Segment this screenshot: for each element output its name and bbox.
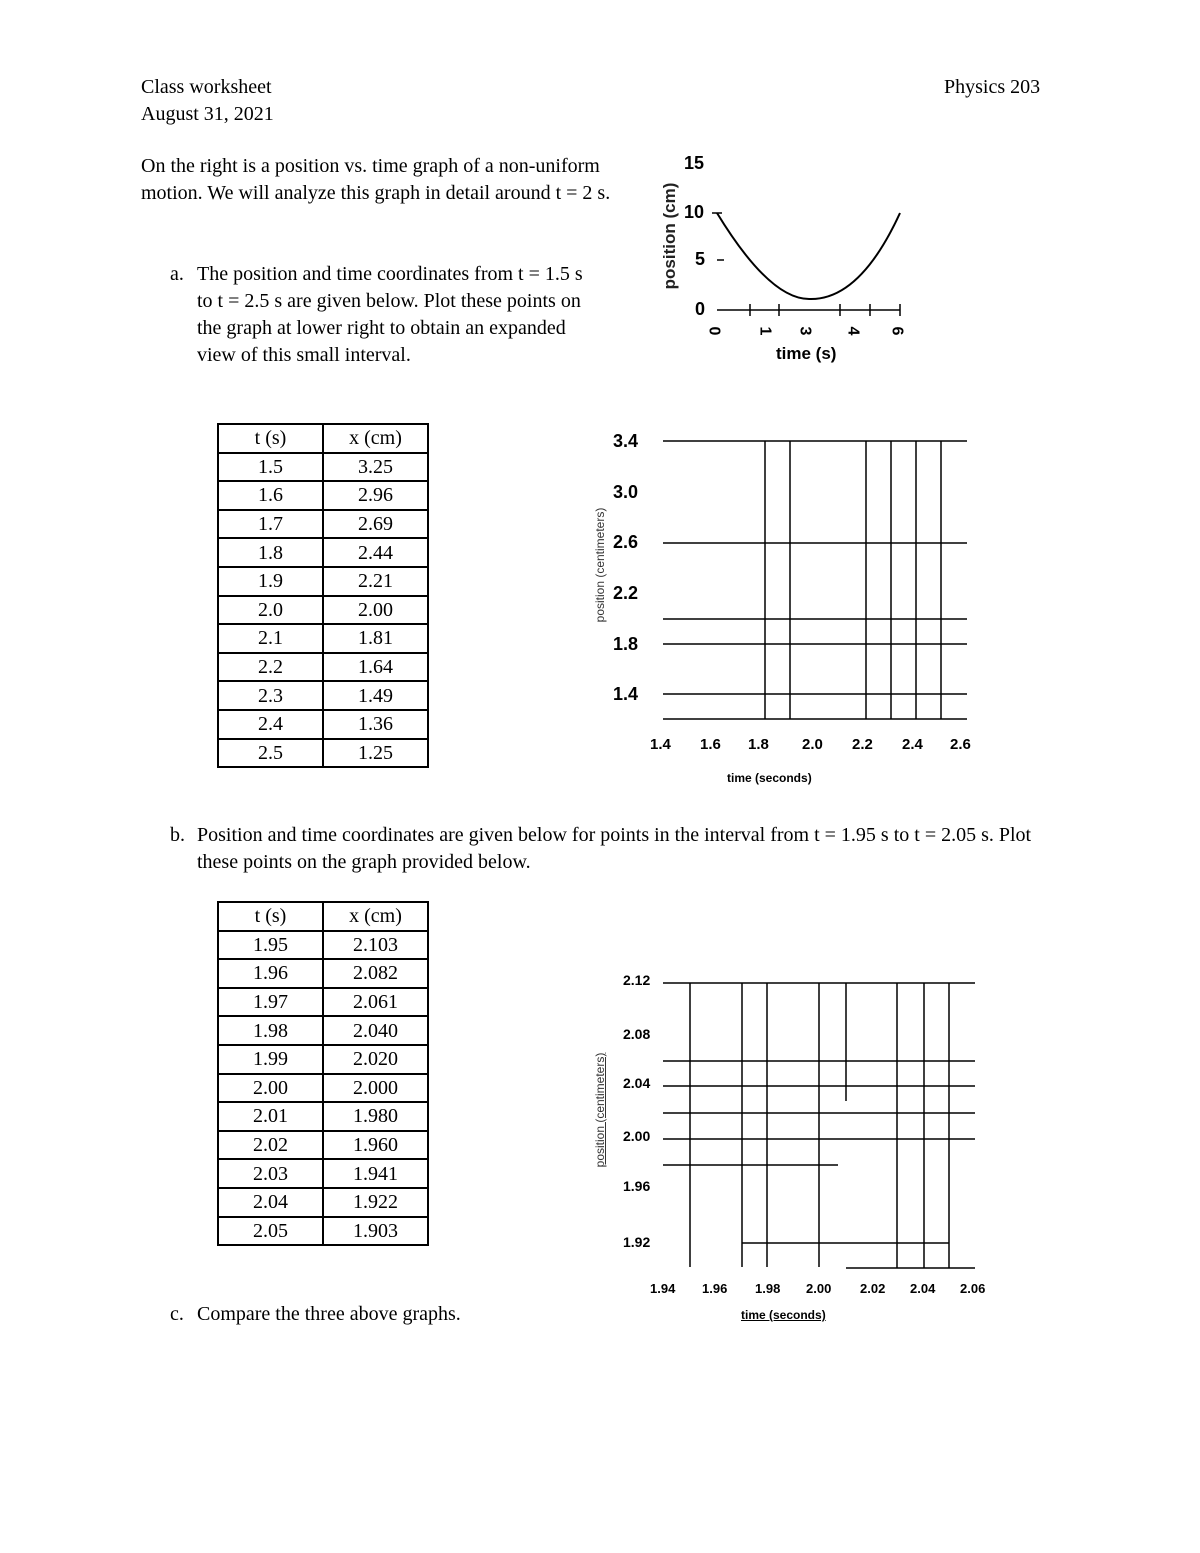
- x-cell: 2.69: [323, 510, 428, 539]
- graph2-ytick: 2.2: [613, 583, 639, 603]
- graph2-xtick: 1.8: [748, 736, 769, 753]
- x-cell: 2.000: [323, 1074, 428, 1103]
- x-cell: 2.103: [323, 931, 428, 960]
- t-cell: 1.96: [218, 959, 323, 988]
- graph1-xtick: 6: [888, 326, 906, 336]
- part-a-marker: a.: [170, 263, 184, 285]
- x-cell: 1.960: [323, 1131, 428, 1160]
- t-cell: 1.97: [218, 988, 323, 1017]
- graph3-ylabel: position (centimeters): [593, 1052, 607, 1168]
- intro-text: On the right is a position vs. time graph of a non-uniform motion. We will analyze this graph in detail around t = 2 s.: [141, 155, 611, 204]
- graph3-xtick: 2.02: [860, 1281, 886, 1296]
- graph3-xtick: 1.94: [650, 1281, 676, 1296]
- graph3-ytick: 2.12: [623, 972, 651, 988]
- t-cell: 2.01: [218, 1102, 323, 1131]
- col-header-t: t (s): [218, 902, 323, 931]
- graph1-curve: [717, 213, 900, 299]
- graph1-xtick: 4: [844, 326, 862, 336]
- x-cell: 2.44: [323, 538, 428, 567]
- x-cell: 2.020: [323, 1045, 428, 1074]
- graph3-xtick: 1.96: [702, 1281, 728, 1296]
- graph3-ytick: 1.92: [623, 1234, 651, 1250]
- graph1: [712, 213, 900, 316]
- graph1-ylabel: position (cm): [660, 182, 679, 290]
- col-header-x: x (cm): [323, 424, 428, 453]
- course-title: Class worksheet: [141, 76, 272, 98]
- graph2-xtick: 2.6: [950, 736, 971, 753]
- graph3-grid: [663, 983, 975, 1268]
- graph2-xtick: 1.4: [650, 736, 671, 753]
- graph3-xtick: 2.00: [806, 1281, 832, 1296]
- graph2-xtick: 2.0: [802, 736, 823, 753]
- graph3-xtick: 2.06: [960, 1281, 986, 1296]
- graph3-ytick: 1.96: [623, 1178, 651, 1194]
- part-c-marker: c.: [170, 1303, 184, 1325]
- t-cell: 2.00: [218, 1074, 323, 1103]
- x-cell: 2.082: [323, 959, 428, 988]
- x-cell: 1.36: [323, 710, 428, 739]
- graph1-ytick: 0: [695, 299, 706, 319]
- x-cell: 2.21: [323, 567, 428, 596]
- graph1-ytick: 15: [684, 153, 705, 173]
- graph1-xtick: 0: [705, 326, 723, 336]
- x-cell: 2.96: [323, 481, 428, 510]
- part-c-text: Compare the three above graphs.: [197, 1303, 461, 1325]
- col-header-t: t (s): [218, 424, 323, 453]
- x-cell: 1.64: [323, 653, 428, 682]
- t-cell: 1.9: [218, 567, 323, 596]
- t-cell: 1.5: [218, 453, 323, 482]
- x-cell: 1.49: [323, 681, 428, 710]
- t-cell: 1.6: [218, 481, 323, 510]
- part-b-text: Position and time coordinates are given below for points in the interval from t = 1.95 s to t = 2.05 s. Plot these points on the graph provided below.: [197, 824, 1032, 873]
- graph2-ytick: 3.4: [613, 431, 639, 451]
- t-cell: 2.03: [218, 1159, 323, 1188]
- t-cell: 2.0: [218, 596, 323, 625]
- x-cell: 3.25: [323, 453, 428, 482]
- graph3-xtick: 1.98: [755, 1281, 781, 1296]
- t-cell: 2.02: [218, 1131, 323, 1160]
- t-cell: 1.98: [218, 1016, 323, 1045]
- graph2-ytick: 3.0: [613, 482, 639, 502]
- t-cell: 2.3: [218, 681, 323, 710]
- graph2-ytick: 2.6: [613, 532, 639, 552]
- graph3-ytick: 2.04: [623, 1075, 651, 1091]
- graph1-xtick: 1: [756, 326, 774, 336]
- graph2-grid: [663, 441, 967, 719]
- t-cell: 2.04: [218, 1188, 323, 1217]
- t-cell: 1.7: [218, 510, 323, 539]
- graph1-xtick: 3: [796, 326, 814, 336]
- x-cell: 1.941: [323, 1159, 428, 1188]
- t-cell: 1.99: [218, 1045, 323, 1074]
- graph3-ytick: 2.00: [623, 1128, 651, 1144]
- graph2-xtick: 1.6: [700, 736, 721, 753]
- x-cell: 2.040: [323, 1016, 428, 1045]
- graph1-xlabel: time (s): [776, 344, 837, 363]
- graph3-xlabel: time (seconds): [741, 1308, 826, 1322]
- graph3-ytick: 2.08: [623, 1026, 651, 1042]
- col-header-x: x (cm): [323, 902, 428, 931]
- part-a-text: The position and time coordinates from t = 1.5 s to t = 2.5 s are given below. Plot these points on the graph at lower right to obtain an expanded view of this small interval.: [197, 263, 583, 366]
- date: August 31, 2021: [141, 103, 274, 125]
- graph2-ytick: 1.4: [613, 684, 639, 704]
- t-cell: 1.8: [218, 538, 323, 567]
- x-cell: 1.980: [323, 1102, 428, 1131]
- t-cell: 1.95: [218, 931, 323, 960]
- x-cell: 1.25: [323, 739, 428, 768]
- graph2-xlabel: time (seconds): [727, 771, 812, 785]
- course-number: Physics 203: [944, 76, 1041, 98]
- t-cell: 2.2: [218, 653, 323, 682]
- graph2-ytick: 1.8: [613, 634, 639, 654]
- t-cell: 2.05: [218, 1217, 323, 1246]
- x-cell: 2.061: [323, 988, 428, 1017]
- t-cell: 2.4: [218, 710, 323, 739]
- graph3-xtick: 2.04: [910, 1281, 936, 1296]
- t-cell: 2.1: [218, 624, 323, 653]
- x-cell: 1.81: [323, 624, 428, 653]
- graph2-ylabel: position (centimeters): [593, 507, 607, 623]
- graph2-xtick: 2.2: [852, 736, 873, 753]
- t-cell: 2.5: [218, 739, 323, 768]
- graph1-ytick: 10: [684, 202, 705, 222]
- graph1-ytick: 5: [695, 249, 706, 269]
- x-cell: 2.00: [323, 596, 428, 625]
- x-cell: 1.903: [323, 1217, 428, 1246]
- part-b-marker: b.: [170, 824, 185, 846]
- graph2-xtick: 2.4: [902, 736, 923, 753]
- x-cell: 1.922: [323, 1188, 428, 1217]
